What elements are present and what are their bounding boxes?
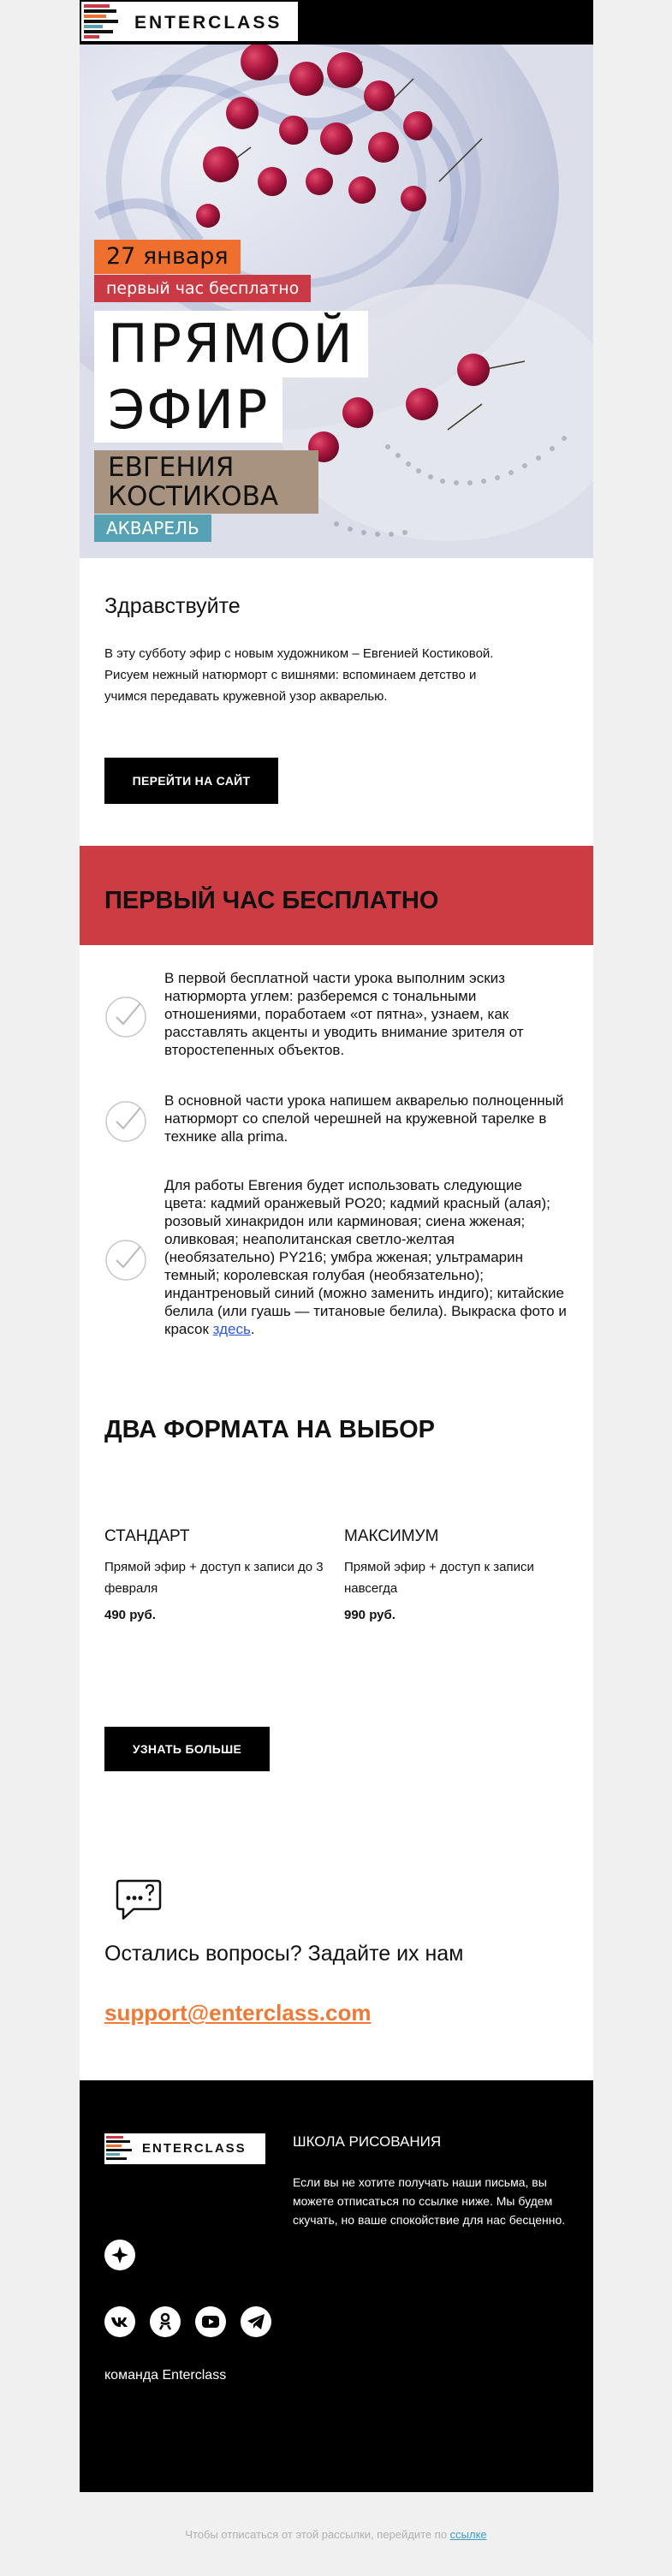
free-hour-title: ПЕРВЫЙ ЧАС БЕСПЛАТНО — [104, 887, 439, 914]
plan-description: Прямой эфир + доступ к записи до 3 февраля — [104, 1560, 324, 1596]
check-circle-icon — [104, 996, 147, 1038]
footer — [80, 2080, 593, 2492]
free-hour-band — [80, 846, 593, 945]
learn-more-button[interactable]: УЗНАТЬ БОЛЬШЕ — [104, 1727, 270, 1771]
hero-banner[interactable] — [80, 45, 593, 558]
unsubscribe-line — [0, 2528, 672, 2541]
hero-title-line1: ПРЯМОЙ — [94, 311, 368, 378]
plan-price: 490 руб. — [104, 1608, 156, 1622]
questions-heading: Остались вопросы? Задайте их нам — [104, 1942, 464, 1966]
support-email-link[interactable]: support@enterclass.com — [104, 2000, 372, 2026]
youtube-icon[interactable] — [195, 2306, 226, 2337]
footer-logo[interactable] — [104, 2133, 265, 2164]
feature-text — [164, 1176, 567, 1338]
feature-text: В основной части урока напишем акварелью полноценный натюрморт со спелой черешней на кружевной тарелке в технике alla prima. — [164, 1092, 564, 1145]
technique-badge: АКВАРЕЛЬ — [94, 515, 211, 542]
palette-link[interactable]: здесь — [212, 1321, 251, 1337]
check-circle-icon — [104, 1100, 147, 1143]
plan-price: 990 руб. — [344, 1608, 395, 1622]
logo[interactable] — [80, 0, 300, 43]
footer-logo-text: ENTERCLASS — [142, 2141, 247, 2156]
plan-maximum — [344, 1527, 567, 1622]
hero-title-line2: ЭФИР — [94, 378, 282, 443]
chat-question-icon — [115, 1877, 163, 1922]
logo-stripes-icon — [104, 2133, 134, 2164]
footer-note: Если вы не хотите получать наши письма, вы можете отписаться по ссылке ниже. Мы будем скучать, но ваше спокойствие для нас бесценно. — [293, 2175, 566, 2227]
free-hour-badge: первый час бесплатно — [94, 275, 311, 302]
feature-text: В первой бесплатной части урока выполним эскиз натюрморта углем: разберемся с тональными отношениями, поработаем «от пятна», узнаем, как расставлять акценты и уводить внимание зрителя от второстепенных объектов. — [164, 970, 524, 1058]
telegram-icon[interactable] — [241, 2306, 271, 2337]
plan-description: Прямой эфир + доступ к записи навсегда — [344, 1560, 534, 1596]
compass-icon[interactable] — [104, 2240, 135, 2270]
greeting: Здравствуйте — [104, 594, 241, 618]
footer-team-signature: команда Enterclass — [104, 2368, 227, 2383]
colors-list-text: Для работы Евгения будет использовать следующие цвета: кадмий оранжевый PO20; кадмий красный (алая); розовый хинакридон или карминовая; сиена жженая; оливковая; неаполитанская светло-желтая (необязательно) PY216; умбра жженая; ультрамарин темный; королевская голубая (необязательно); индантреновый синий (можно заменить индиго); китайские белила (или гуашь — титановые белила). Выкраска фото и красок — [164, 1177, 567, 1337]
plan-name: МАКСИМУМ — [344, 1527, 439, 1545]
intro-text: В эту субботу эфир с новым художником – Евгенией Костиковой. Рисуем нежный натюрморт с вишнями: вспоминаем детство и учимся передавать кружевной узор акварелью. — [104, 646, 494, 704]
footer-school-title: ШКОЛА РИСОВАНИЯ — [293, 2133, 442, 2150]
unsubscribe-link[interactable]: ссылке — [449, 2528, 487, 2541]
top-bar — [80, 0, 593, 45]
vk-icon[interactable] — [104, 2306, 135, 2337]
colors-list-tail: . — [250, 1321, 255, 1337]
check-circle-icon — [104, 1239, 147, 1282]
visit-site-button[interactable]: ПЕРЕЙТИ НА САЙТ — [104, 758, 278, 804]
formats-title: ДВА ФОРМАТА НА ВЫБОР — [104, 1416, 435, 1443]
artist-name-badge: ЕВГЕНИЯ КОСТИКОВА — [94, 450, 318, 514]
logo-stripes-icon — [81, 2, 122, 41]
logo-text: ENTERCLASS — [134, 13, 282, 33]
event-date-badge: 27 января — [94, 240, 241, 274]
unsubscribe-text: Чтобы отписаться от этой рассылки, перейдите по — [185, 2528, 450, 2541]
plan-name: СТАНДАРТ — [104, 1527, 190, 1545]
plan-standard — [104, 1527, 327, 1622]
email-body — [80, 0, 593, 2492]
odnoklassniki-icon[interactable] — [150, 2306, 181, 2337]
